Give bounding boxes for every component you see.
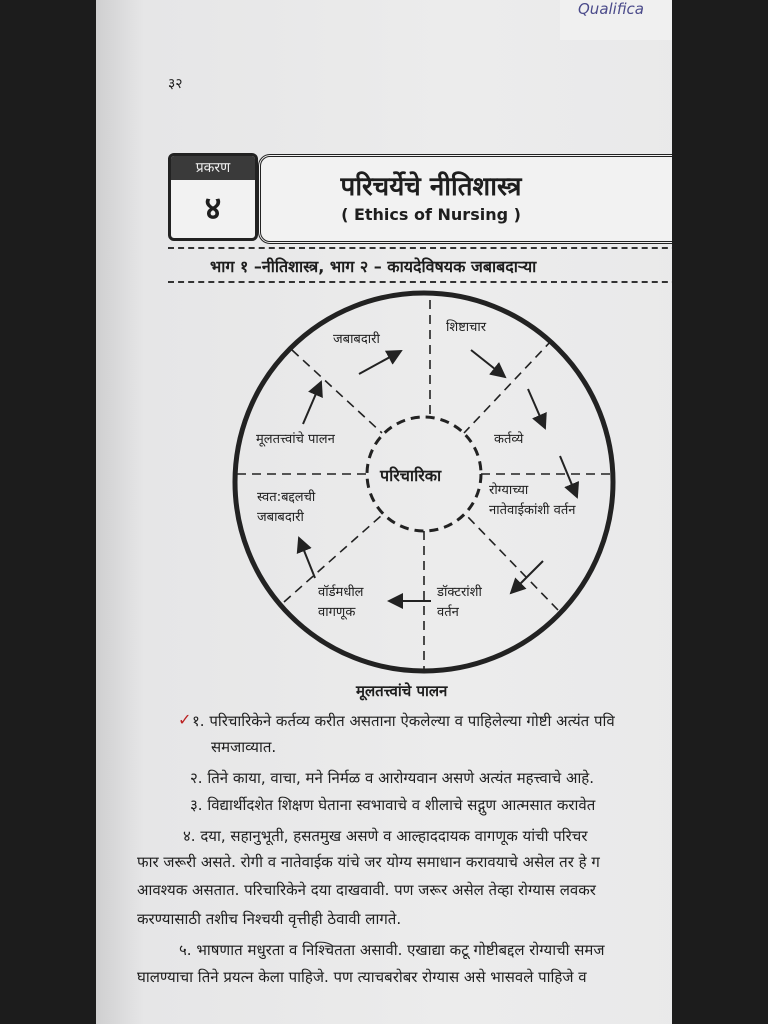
- paragraph-line: ५. भाषणात मधुरता व निश्चितता असावी. एखाद्या कटू गोष्टीबद्दल रोग्याची समज: [179, 941, 605, 959]
- paragraph-line: आवश्यक असतात. परिचारिकेने दया दाखवावी. पण जरूर असेल तेव्हा रोग्यास लवकर: [137, 881, 596, 899]
- chapter-number: ४: [204, 189, 222, 227]
- segment-label: मूलतत्त्वांचे पालन: [256, 432, 335, 447]
- paragraph-line: ४. दया, सहानुभूती, हसतमुख असणे व आल्हाददायक वागणूक यांची परिचर: [183, 827, 588, 845]
- paragraph-line: फार जरूरी असते. रोगी व नातेवाईक यांचे जर योग्य समाधान करावयाचे असेल तर हे ग: [137, 853, 600, 871]
- diagram-center-label: परिचारिका: [380, 466, 442, 485]
- segment-label: शिष्टाचार: [446, 320, 487, 335]
- paragraph-line: करण्यासाठी तशीच निश्चयी वृत्तीही ठेवावी लागते.: [137, 910, 402, 928]
- segment-label: स्वत:बद्दलची जबाबदारी: [257, 490, 316, 525]
- page-number: ३२: [168, 76, 183, 92]
- paragraph-line: समजाव्यात.: [211, 738, 277, 756]
- segment-label: वॉर्डमधील वागणूक: [318, 585, 364, 620]
- paragraph-line: २. तिने काया, वाचा, मने निर्मळ व आरोग्यवान असणे अत्यंत महत्त्वाचे आहे.: [190, 769, 595, 787]
- page-shadow-right: [672, 0, 768, 1024]
- handwritten-note: Qualifica: [578, 0, 644, 18]
- segment-label: डॉक्टरांशी वर्तन: [437, 585, 482, 620]
- segment-label: जबाबदारी: [333, 332, 380, 347]
- paragraph-line: १. परिचारिकेने कर्तव्य करीत असताना ऐकलेल्या व पाहिलेल्या गोष्टी अत्यंत पवि: [192, 712, 615, 730]
- pen-mark: ✓: [178, 710, 192, 729]
- chapter-subtitle: ( Ethics of Nursing ): [341, 205, 521, 224]
- paragraph-line: ३. विद्यार्थीदशेत शिक्षण घेताना स्वभावाचे व शीलाचे सद्गुण आत्मसात करावेत: [190, 796, 596, 814]
- paragraph-line: घालण्याचा तिने प्रयत्न केला पाहिजे. पण त्याचबरोबर रोग्यास असे भासवले पाहिजे व: [137, 968, 587, 986]
- segment-label: कर्तव्ये: [494, 432, 524, 447]
- section-heading: भाग १ –नीतिशास्त्र, भाग २ – कायदेविषयक जबाबदाऱ्या: [210, 257, 537, 276]
- segment-label: रोग्याच्या नातेवाईकांशी वर्तन: [489, 483, 576, 518]
- chapter-label: प्रकरण: [171, 156, 255, 180]
- diagram-caption: मूलतत्त्वांचे पालन: [356, 682, 448, 700]
- chapter-title: परिचर्येचे नीतिशास्त्र: [340, 172, 522, 202]
